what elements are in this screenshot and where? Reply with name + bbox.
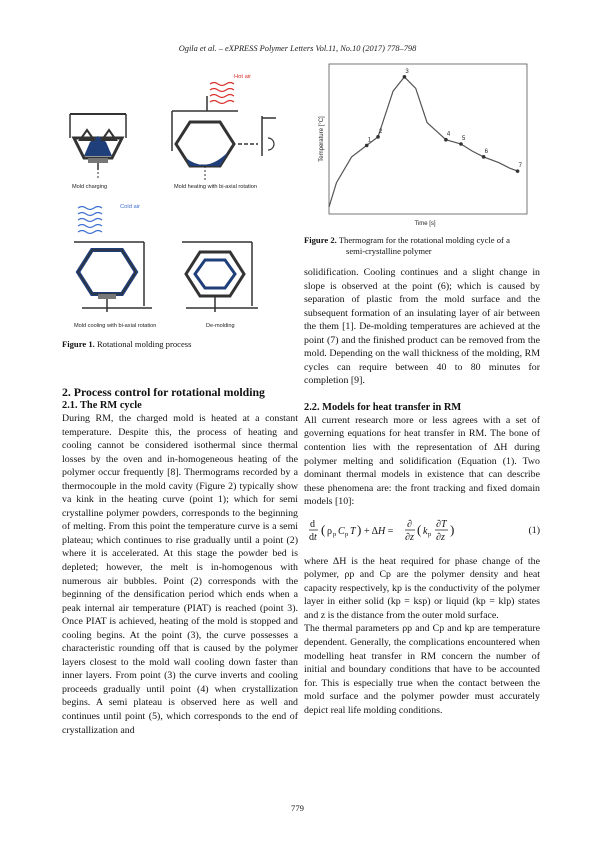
svg-text:p: p bbox=[333, 530, 337, 538]
svg-text:d: d bbox=[310, 518, 315, 530]
figure-1-schematic bbox=[62, 56, 294, 340]
figure-2-caption-line1: Thermogram for the rotational molding cycle of a bbox=[338, 235, 510, 245]
figure-1-caption bbox=[62, 339, 191, 349]
subsection-rm-cycle: 2.1. The RM cycle bbox=[62, 400, 142, 411]
chart-point-7 bbox=[516, 169, 520, 173]
left-column bbox=[62, 385, 298, 737]
svg-text:p: p bbox=[428, 530, 432, 538]
right-column bbox=[304, 266, 540, 717]
figure-2-caption-line2: semi-crystalline polymer bbox=[346, 245, 432, 256]
chart-point-3 bbox=[403, 75, 407, 79]
figure-2-caption bbox=[304, 235, 540, 256]
chart-point-label-4: 4 bbox=[446, 131, 451, 138]
svg-text:ρ: ρ bbox=[327, 525, 332, 537]
chart-point-label-6: 6 bbox=[484, 148, 488, 155]
page-number: 779 bbox=[291, 803, 304, 813]
svg-text:): ) bbox=[450, 521, 455, 537]
equation-number: (1) bbox=[528, 524, 540, 536]
chart-x-axis-label: Time [s] bbox=[414, 221, 436, 227]
label-mold-charging: Mold charging bbox=[72, 184, 108, 190]
label-mold-heating: Mold heating with bi-axial rotation bbox=[174, 184, 258, 190]
equation-1-formula bbox=[308, 515, 508, 549]
label-demolding: De-molding bbox=[206, 323, 235, 329]
paragraph-where: where ΔH is the heat required for phase change of the polymer, ρp and Cp are the polymer density and heat capacity respectively, kp is the conductivity of the polymer layer in either solid (kp = ksp) or liquid (kp = klp) states and z is the distance from the outer mold surface. bbox=[304, 555, 540, 621]
figure-1-caption-text: Rotational molding process bbox=[96, 339, 192, 349]
svg-text:C: C bbox=[338, 525, 345, 537]
section-heading: 2. Process control for rotational molding bbox=[62, 385, 265, 399]
panel-demolding bbox=[182, 242, 258, 312]
hot-air-waves bbox=[210, 83, 234, 104]
svg-text:(: ( bbox=[417, 521, 422, 537]
paragraph-parameters: The thermal parameters ρp and Cp and kp are temperature dependent. Generally, the complications encountered when modelling heat transfer in RM concern the number of initial and boundary conditions that have to be accounted for. This is especially true when the contact between the mold surface and the polymer powder must accurately depict real life molding conditions. bbox=[304, 623, 540, 716]
figure-2-thermogram-chart bbox=[313, 62, 531, 228]
svg-text:k: k bbox=[423, 525, 428, 537]
chart-point-label-7: 7 bbox=[518, 163, 522, 170]
svg-text:+ ΔH =: + ΔH = bbox=[364, 525, 394, 537]
panel-mold-charging bbox=[70, 114, 126, 180]
chart-series-line bbox=[329, 77, 518, 207]
svg-text:(: ( bbox=[321, 521, 326, 537]
equation-1 bbox=[304, 515, 540, 549]
running-header: Ogila et al. – eXPRESS Polymer Letters Vol.11, No.10 (2017) 778–798 bbox=[178, 44, 417, 53]
svg-text:∂: ∂ bbox=[407, 518, 412, 530]
chart-point-1 bbox=[365, 144, 369, 148]
svg-text:∂T: ∂T bbox=[436, 518, 447, 530]
paragraph-models: All current research more or less agrees with a set of governing equations for heat transfer in RM. The bone of contention lies with the representation of ΔH during polymer melting and solidification (Equation (1). Two dominant thermal models in existence that can describe these phenomena are: the front tracking and fixed domain models [10]: bbox=[304, 414, 540, 508]
figure-1-label: Figure 1. bbox=[62, 339, 95, 349]
chart-point-label-3: 3 bbox=[405, 68, 409, 75]
figure-2-label: Figure 2. bbox=[304, 235, 337, 245]
label-mold-cooling: Mold cooling with bi-axial rotation bbox=[74, 323, 157, 329]
chart-y-axis-label: Temperature [°C] bbox=[319, 116, 325, 162]
svg-text:∂z: ∂z bbox=[405, 531, 414, 543]
label-hot-air: Hot air bbox=[234, 74, 252, 80]
panel-mold-heating bbox=[172, 74, 276, 180]
subsection-heat-transfer: 2.2. Models for heat transfer in RM bbox=[304, 401, 462, 413]
svg-text:): ) bbox=[357, 521, 362, 537]
chart-point-label-5: 5 bbox=[462, 136, 466, 142]
svg-text:∂z: ∂z bbox=[436, 531, 445, 543]
chart-point-4 bbox=[444, 138, 448, 142]
paragraph-rm-cycle: During RM, the charged mold is heated at a constant temperature. Despite this, the process of heating and cooling cannot be considered isothermal since thermal losses by the oven and in-homogeneous heating of the polymer occur frequently [8]. Thermograms recorded by a thermocouple in the mold cavity (Figure 2) typically show va kink in the heating curve (point 1); which for semi crystalline polymer powders, corresponds to the beginning of melting. From this point the temperature curve is a semi plateau; which continues to rise gradually until a point (2) where it is accelerated. At this stage the powder bed is depleted; however, the melt is in-homogenous with numerous air bubbles. Point (2) corresponds with the beginning of the densification period which ends when a peak internal air temperature (PIAT) is reached (point 3). Once PIAT is achieved, heating of the mold is stopped and cooling begins. At the point (3), the curve possesses a characteristic rounding off that is caused by the polymer layers closest to the mold wall cooling down faster than inner layers. From point (3) the curve inverts and cooling proceeds gradually until point (4) when crystallization begins. A semi plateau is observed here as well and continues until point (5), which corresponds to the end of crystallization and bbox=[62, 413, 298, 736]
label-cold-air: Cold air bbox=[120, 204, 140, 210]
chart-point-label-2: 2 bbox=[379, 128, 383, 135]
chart-plot-frame bbox=[329, 64, 527, 214]
svg-text:dt: dt bbox=[309, 531, 317, 543]
cold-air-waves bbox=[78, 207, 102, 234]
svg-text:p: p bbox=[345, 530, 349, 538]
chart-point-5 bbox=[459, 142, 463, 146]
chart-point-6 bbox=[482, 155, 486, 159]
svg-text:T: T bbox=[350, 525, 356, 537]
paragraph-cooling: solidification. Cooling continues and a slight change in slope is observed at the point (6); which is caused by separation of plastic from the mold surface and the subsequent formation of an insulating layer of air between the them [1]. De-molding temperatures are achieved at the point (7) and the finished product can be removed from the mold. Depending on the wall thickness of the molding, RM cycles can require between 40 to 80 minutes for completion [9]. bbox=[304, 267, 540, 387]
panel-mold-cooling bbox=[74, 204, 152, 312]
chart-point-2 bbox=[376, 135, 380, 139]
chart-point-label-1: 1 bbox=[367, 137, 372, 144]
